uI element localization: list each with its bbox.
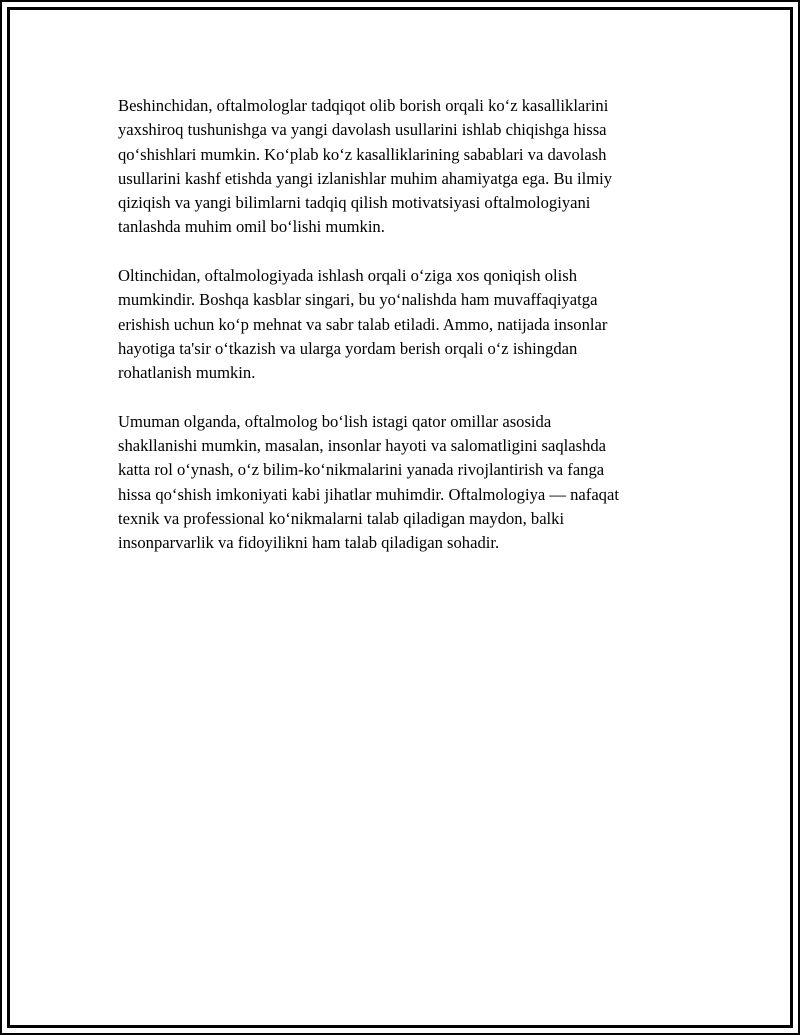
text-line: usullarini kashf etishda yangi izlanishlar muhim ahamiyatga ega. Bu ilmiy (118, 168, 613, 188)
text-line: qiziqish va yangi bilimlarni tadqiq qilish motivatsiyasi oftalmologiyani (118, 193, 591, 213)
paragraph-3 (118, 410, 688, 556)
text-line: Oltinchidan, oftalmologiyada ishlash orqali oʻziga xos qoniqish olish (118, 266, 578, 286)
text-line: tanlashda muhim omil boʻlishi mumkin. (118, 217, 385, 237)
text-line: yaxshiroq tushunishga va yangi davolash usullarini ishlab chiqishga hissa (118, 120, 607, 140)
text-line: erishish uchun koʻp mehnat va sabr talab etiladi. Ammo, natijada insonlar (118, 314, 608, 334)
text-line: mumkindir. Boshqa kasblar singari, bu yoʻnalishda ham muvaffaqiyatga (118, 290, 598, 310)
text-line: hissa qoʻshish imkoniyati kabi jihatlar muhimdir. Oftalmologiya — nafaqat (118, 484, 619, 504)
text-line: insonparvarlik va fidoyilikni ham talab qiladigan sohadir. (118, 533, 500, 553)
paragraph-1 (118, 94, 688, 240)
text-line: texnik va professional koʻnikmalarni talab qiladigan maydon, balki (118, 509, 565, 529)
text-line: rohatlanish mumkin. (118, 363, 256, 383)
text-line: Umuman olganda, oftalmolog boʻlish istagi qator omillar asosida (118, 411, 552, 431)
text-line: Beshinchidan, oftalmologlar tadqiqot olib borish orqali koʻz kasalliklarini (118, 96, 609, 115)
text-line: katta rol oʻynash, oʻz bilim-koʻnikmalarini yanada rivojlantirish va fanga (118, 460, 605, 480)
text-line: shakllanishi mumkin, masalan, insonlar hayoti va salomatligini saqlashda (118, 436, 607, 456)
text-line: qoʻshishlari mumkin. Koʻplab koʻz kasalliklarining sabablari va davolash (118, 144, 607, 164)
text-line: hayotiga ta'sir oʻtkazish va ularga yordam berish orqali oʻz ishingdan (118, 338, 578, 358)
paragraph-2 (118, 264, 688, 385)
document-body (118, 94, 688, 580)
